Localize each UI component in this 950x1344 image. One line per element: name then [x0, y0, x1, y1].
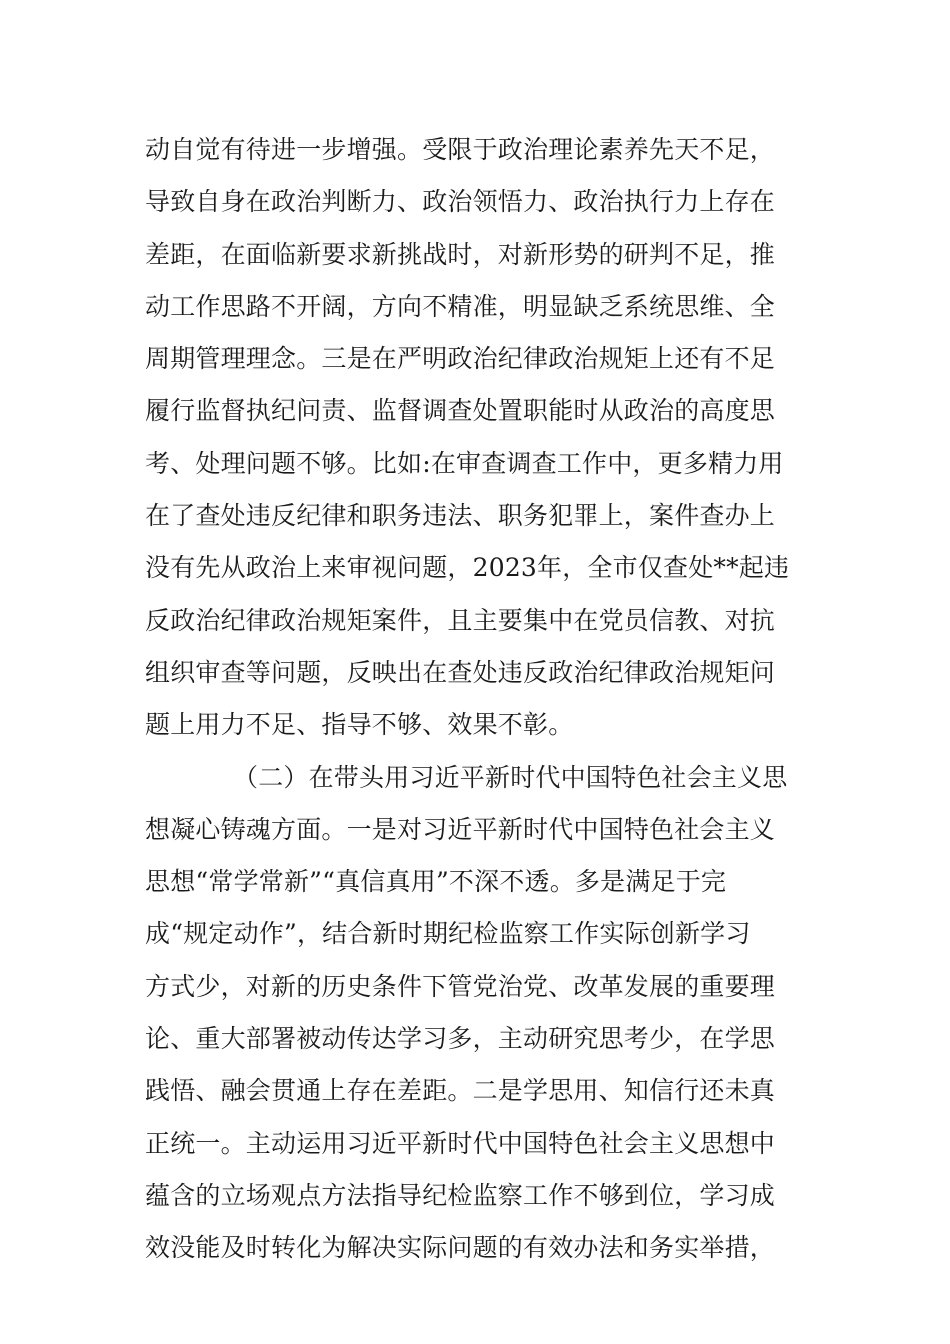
document-body — [145, 124, 810, 1275]
section-heading-line: （二）在带头用习近平新时代中国特色社会主义思 — [233, 762, 788, 792]
text-line: 考、处理问题不够。比如:在审查调查工作中，更多精力用 — [145, 448, 784, 478]
text-line: 践悟、融会贯通上存在差距。二是学思用、知信行还未真 — [145, 1076, 776, 1106]
text-line: 效没能及时转化为解决实际问题的有效办法和务实举措， — [145, 1233, 776, 1263]
text-line: 思想“常学常新”“真信真用”不深不透。多是满足于完 — [145, 867, 727, 897]
text-line: 周期管理理念。三是在严明政治纪律政治规矩上还有不足 — [145, 344, 776, 374]
text-line: 方式少，对新的历史条件下管党治党、改革发展的重要理 — [145, 971, 776, 1001]
text-line: 在了查处违反纪律和职务违法、职务犯罪上，案件查办上 — [145, 501, 776, 531]
text-line: 蕴含的立场观点方法指导纪检监察工作不够到位，学习成 — [145, 1180, 776, 1210]
text-line: 动工作思路不开阔，方向不精准，明显缺乏系统思维、全 — [145, 291, 776, 321]
text-line: 导致自身在政治判断力、政治领悟力、政治执行力上存在 — [145, 187, 776, 217]
text-line: 没有先从政治上来审视问题，2023年，全市仅查处**起违 — [145, 553, 790, 583]
text-line: 反政治纪律政治规矩案件，且主要集中在党员信教、对抗 — [145, 605, 776, 635]
text-line: 论、重大部署被动传达学习多，主动研究思考少，在学思 — [145, 1024, 776, 1054]
text-line: 正统一。主动运用习近平新时代中国特色社会主义思想中 — [145, 1128, 776, 1158]
text-line: 成“规定动作”，结合新时期纪检监察工作实际创新学习 — [145, 919, 751, 949]
text-line: 履行监督执纪问责、监督调查处置职能时从政治的高度思 — [145, 396, 776, 426]
text-line: 组织审查等问题，反映出在查处违反政治纪律政治规矩问 — [145, 657, 776, 687]
text-line: 动自觉有待进一步增强。受限于政治理论素养先天不足， — [145, 135, 776, 164]
text-line: 差距，在面临新要求新挑战时，对新形势的研判不足，推 — [145, 239, 776, 269]
text-line: 想凝心铸魂方面。一是对习近平新时代中国特色社会主义 — [145, 814, 776, 844]
text-line: 题上用力不足、指导不够、效果不彰。 — [145, 710, 574, 740]
